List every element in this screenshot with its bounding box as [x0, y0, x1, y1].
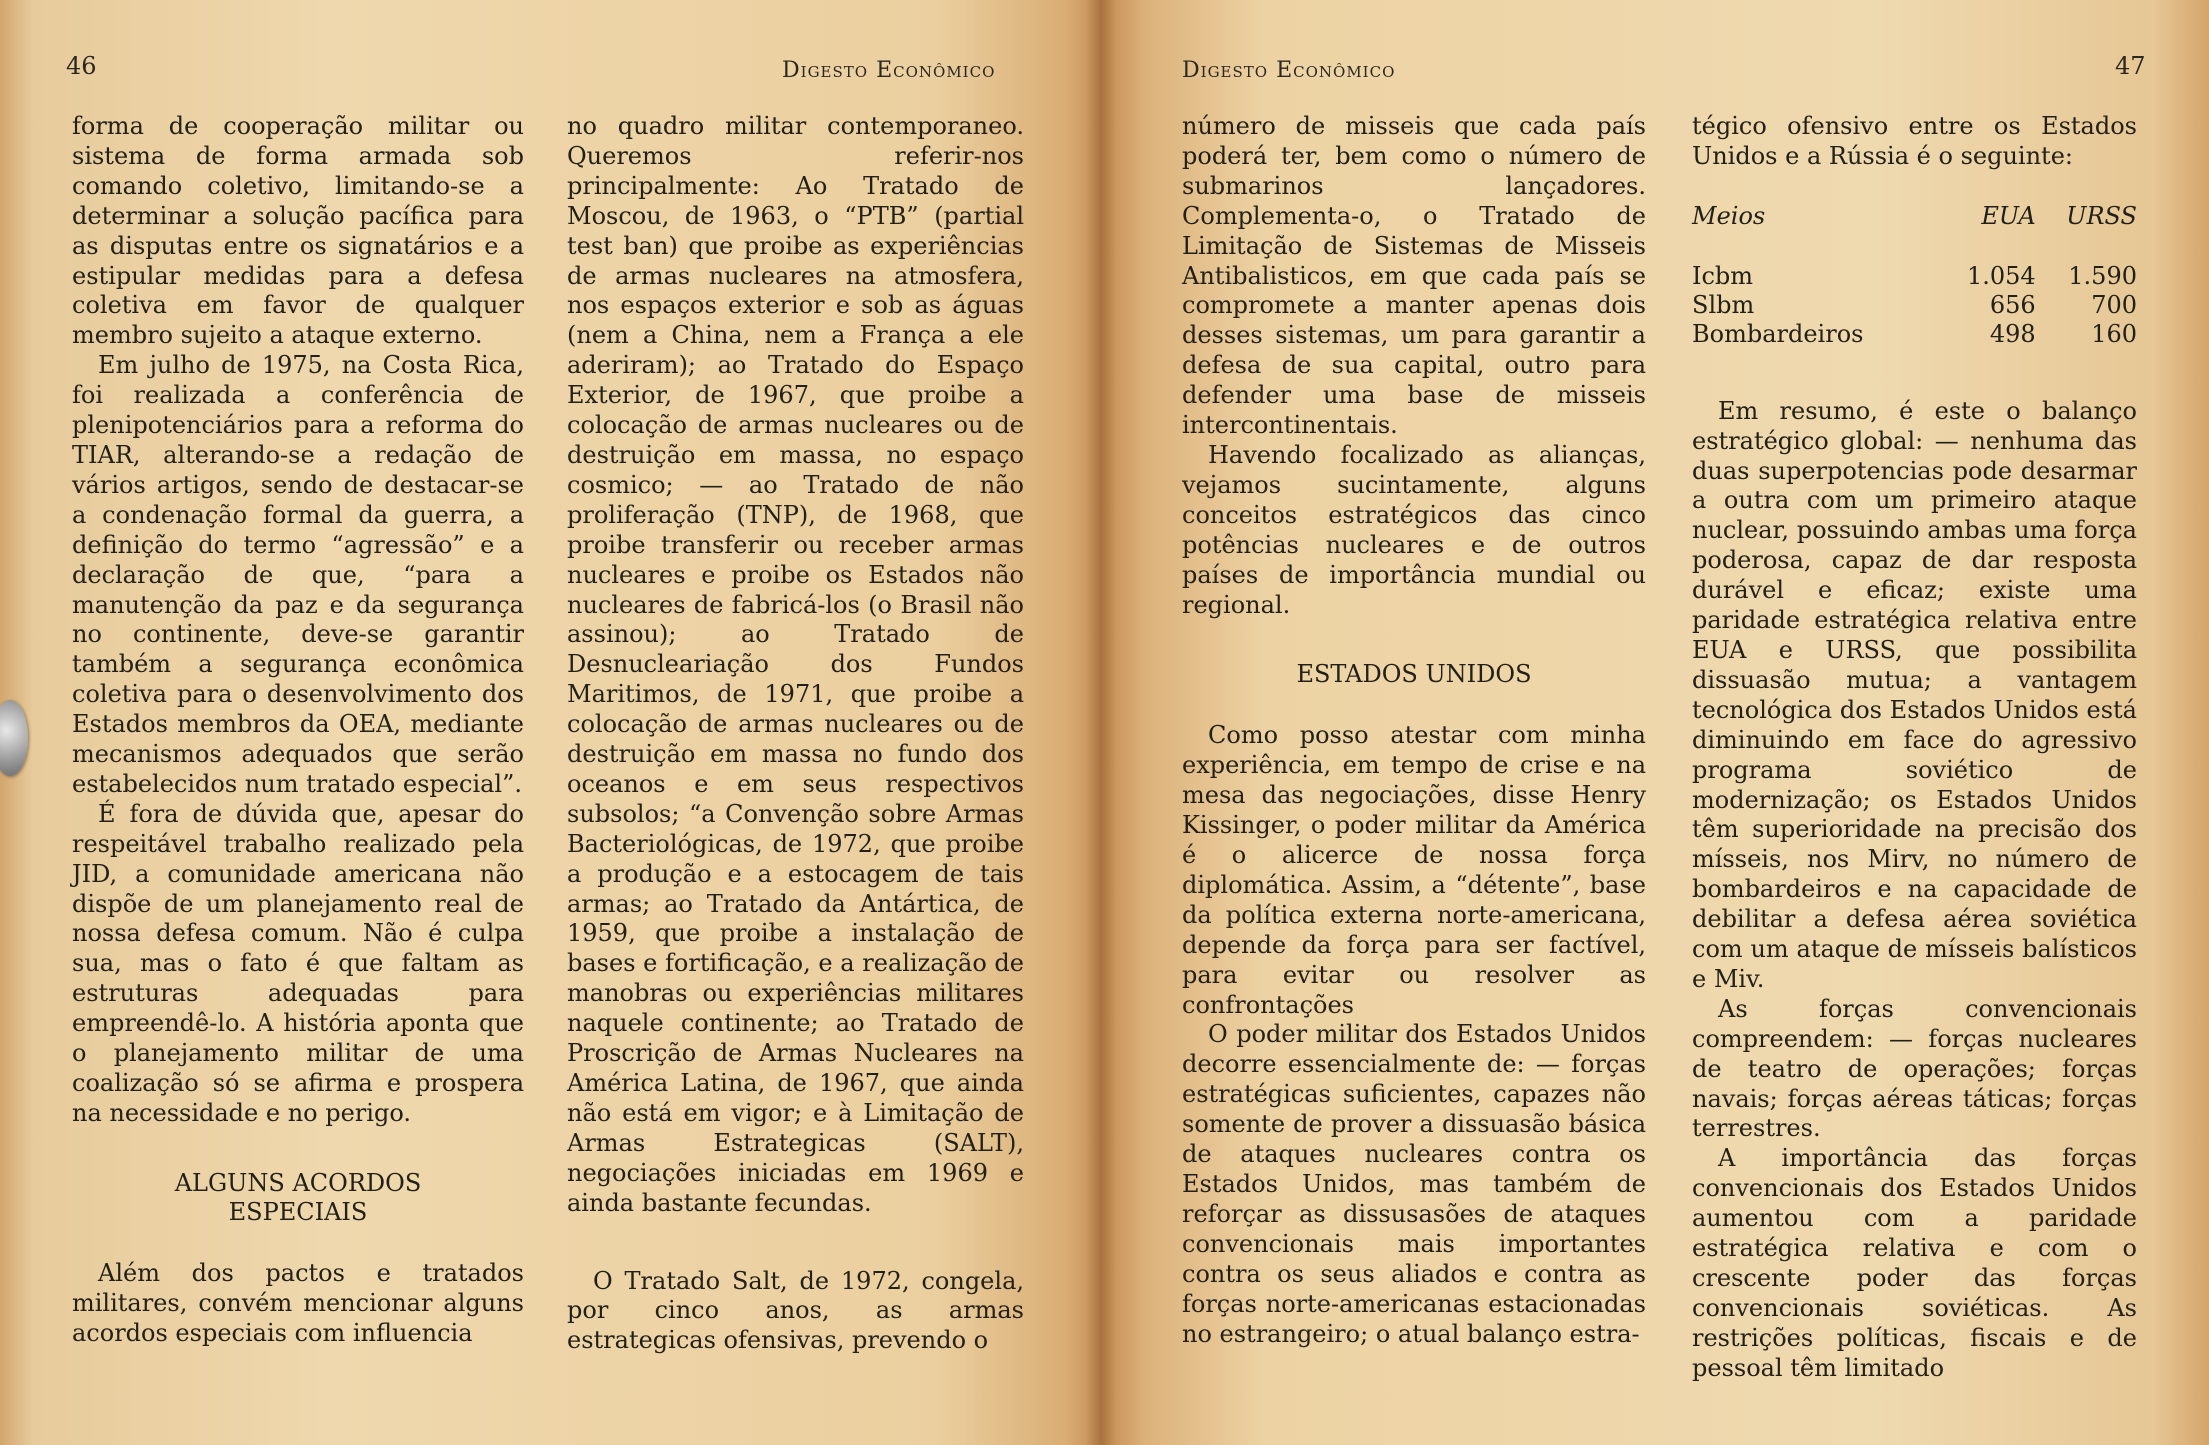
paragraph: Havendo focalizado as alianças, vejamos sucintamente, alguns conceitos estratégicos das cinco potências nucleares e de outros países de importância mundial ou regional. [1182, 440, 1646, 619]
right-column-2 [1692, 112, 2137, 1384]
paragraph: tégico ofensivo entre os Estados Unidos e a Rússia é o seguinte: [1692, 112, 2137, 170]
paragraph: Em resumo, é este o balanço estratégico global: — nenhuma das duas superpotencias pode desarmar a outra com um primeiro ataque nuclear, possuindo ambas uma força poderosa, capaz de dar resposta durável e eficaz; existe uma paridade estratégica relativa entre EUA e URSS, que possibilita dissuasão mutua; a vantagem tecnológica dos Estados Unidos está diminuindo em face do agressivo programa soviético de modernização; os Estados Unidos têm superioridade na precisão dos mísseis, nos Mirv, no número de bombardeiros e na capacidade de debilitar a defesa aérea soviética com um ataque de mísseis balísticos e Miv. [1692, 396, 2137, 993]
table-cell: 656 [1989, 290, 2036, 319]
table-cell: Icbm [1692, 261, 1754, 290]
table-header: URSS [2066, 201, 2137, 230]
book-gutter [1086, 0, 1116, 1445]
paragraph: O poder militar dos Estados Unidos decorre essencialmente de: — forças estratégicas suficientes, capazes não somente de prover a dissuasão básica de ataques nucleares contra os Estados Unidos, mas também de reforçar as dissusasões de ataques convencionais mais importantes contra os seus aliados e contra as forças norte-americanas estacionadas no estrangeiro; o atual balanço estra- [1182, 1020, 1646, 1348]
coin-object [0, 700, 28, 776]
section-heading: ESTADOS UNIDOS [1296, 660, 1532, 689]
table-row [1692, 320, 2137, 349]
paragraph: As forças convencionais compreendem: — forças nucleares de teatro de operações; forças navais; forças aéreas táticas; forças terrestres. [1692, 994, 2137, 1143]
paragraph: É fora de dúvida que, apesar do respeitável trabalho realizado pela JID, a comunidade americana não dispõe de um planejamento real de nossa defesa comum. Não é culpa sua, mas o fato é que faltam as estruturas adequadas para empreendê-lo. A história aponta que o planejamento militar de uma coalização só se afirma e prospera na necessidade e no perigo. [72, 799, 524, 1127]
paragraph: no quadro militar contemporaneo. Queremos referir-nos principalmente: Ao Tratado de Moscou, de 1963, o “PTB” (partial test ban) que proibe as experiências de armas nucleares na atmosfera, nos espaços exterior e sob as águas (nem a China, nem a França a ele aderiram); ao Tratado do Espaço Exterior, de 1967, que proibe a colocação de armas nucleares ou de destruição em massa, no espaço cosmico; — ao Tratado de não proliferação (TNP), de 1968, que proibe transferir ou receber armas nucleares e proibe os Estados não nucleares de fabricá-los (o Brasil não assinou); ao Tratado de Desnucleariação dos Fundos Maritimos, de 1971, que proibe a colocação de armas nucleares ou de destruição em massa no fundo dos oceanos e em seus respectivos subsolos; “a Convenção sobre Armas Bacteriológicas, de 1972, que proibe a produção e a estocagem de tais armas; ao Tratado da Antártica, de 1959, que proibe a instalação de bases e fortificação, e a realização de manobras ou experiências militares naquele continente; ao Tratado de Proscrição de Armas Nucleares na América Latina, de 1967, que ainda não está em vigor; e à Limitação de Armas Estrategicas (SALT), negociações iniciadas em 1969 e ainda bastante fecundas. [567, 112, 1024, 1217]
left-page-number: 46 [66, 52, 97, 80]
section-heading [72, 1169, 524, 1227]
paragraph: Em julho de 1975, na Costa Rica, foi realizada a conferência de plenipotenciários para a reforma do TIAR, alterando-se a redação de vários artigos, sendo de destacar-se a condenação formal da guerra, a definição do termo “agressão” e a declaração de que, “para a manutenção da paz e da segurança no continente, deve-se garantir também a segurança econômica coletiva para o desenvolvimento dos Estados membros da OEA, mediante mecanismos adequados que serão estabelecidos num tratado especial”. [72, 351, 524, 798]
paragraph: O Tratado Salt, de 1972, congela, por cinco anos, as armas estrategicas ofensivas, prevendo o [567, 1266, 1024, 1355]
table-header-row [1692, 202, 2137, 262]
table-header: Meios [1692, 201, 1766, 230]
section-heading-line: ALGUNS ACORDOS [174, 1168, 422, 1197]
right-page-number: 47 [2115, 52, 2146, 80]
left-column-1 [72, 112, 524, 1349]
left-page [0, 0, 1100, 1445]
table-cell: 700 [2091, 290, 2137, 319]
table-row [1692, 262, 2137, 291]
right-running-header: Digesto Econômico [1182, 58, 1396, 83]
paragraph: Como posso atestar com minha experiência, em tempo de crise e na mesa das negociações, disse Henry Kissinger, o poder militar da América é o alicerce de nossa força diplomática. Assim, a “détente”, base da política externa norte-americana, depende da força para ser factível, para evitar ou resolver as confrontações [1182, 721, 1646, 1019]
paragraph: forma de cooperação militar ou sistema de forma armada sob comando coletivo, limitando-se a determinar a solução pacífica para as disputas entre os signatários e a estipular medidas para a defesa coletiva em favor de qualquer membro sujeito a ataque externo. [72, 112, 524, 350]
right-column-1 [1182, 112, 1646, 1349]
left-column-2 [567, 112, 1024, 1356]
table-cell: Bombardeiros [1692, 319, 1864, 348]
section-heading-line: ESPECIAIS [228, 1197, 368, 1226]
table-cell: 498 [1989, 319, 2036, 348]
table-cell: 1.590 [2068, 261, 2137, 290]
strategic-forces-table [1692, 202, 2137, 349]
table-header: EUA [1981, 201, 2036, 230]
table-cell: 160 [2091, 319, 2137, 348]
right-page [1100, 0, 2209, 1445]
table-cell: Slbm [1692, 290, 1755, 319]
table-cell: 1.054 [1966, 261, 2036, 290]
table-row [1692, 291, 2137, 320]
left-running-header: Digesto Econômico [782, 58, 996, 83]
paragraph: A importância das forças convencionais dos Estados Unidos aumentou com a paridade estratégica relativa e com o crescente poder das forças convencionais soviéticas. As restrições políticas, fiscais e de pessoal têm limitado [1692, 1144, 2137, 1382]
paragraph: número de misseis que cada país poderá ter, bem como o número de submarinos lançadores. Complementa-o, o Tratado de Limitação de Sistemas de Misseis Antibalisticos, em que cada país se compromete a manter apenas dois desses sistemas, um para garantir a defesa de sua capital, outro para defender uma base de misseis intercontinentais. [1182, 112, 1646, 440]
paragraph: Além dos pactos e tratados militares, convém mencionar alguns acordos especiais com influencia [72, 1258, 524, 1347]
